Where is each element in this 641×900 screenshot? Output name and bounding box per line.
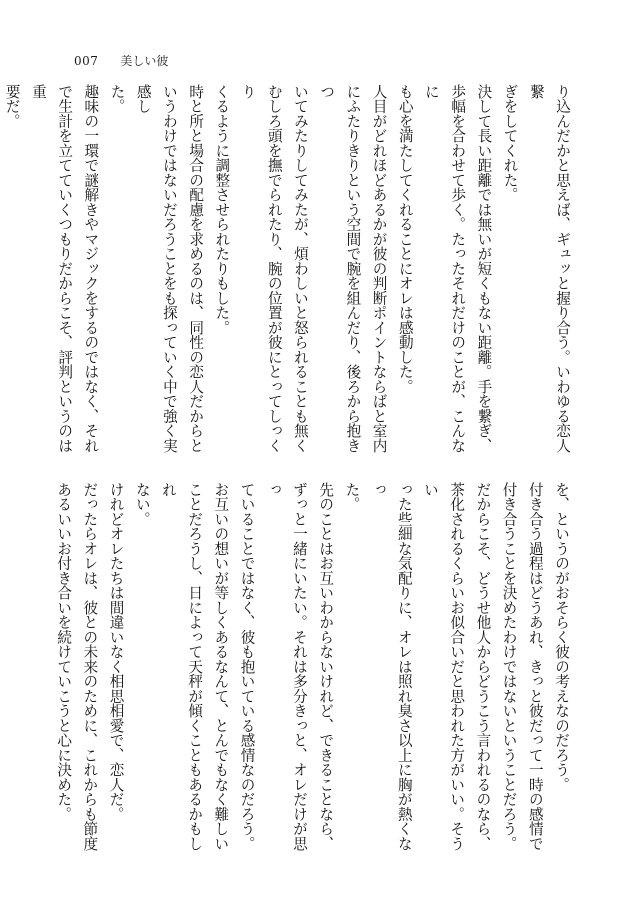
- text-column: だったらオレは、彼との未来のために、これからも節度: [81, 482, 99, 851]
- text-column: 人目がどれほどあるかが彼の判断ポイントならばと室内: [370, 84, 388, 453]
- text-column: 趣味の一環で謎解きやマジックをするのではなく、それ: [82, 84, 100, 453]
- text-column: た。: [343, 482, 361, 512]
- text-column: ことだろうし、日によって天秤が傾くこともあるかもしれ: [159, 482, 204, 851]
- text-column: った些細な気配りに、オレは照れ臭さ以上に胸が熱くなっ: [369, 482, 413, 851]
- text-column: ずっと一緒にいたい。それは多分きっと、オレだけが思っ: [264, 482, 308, 851]
- text-column: だからこそ、どうせ他人からどうこう言われるのなら、: [474, 482, 492, 851]
- text-column: で生計を立てていくつもりだからこそ、評判というのは重: [29, 84, 74, 453]
- running-title: 美しい彼: [120, 54, 169, 68]
- text-column: 付き合う過程はどうあれ、きっと彼だって一時の感情で: [526, 482, 544, 851]
- lower-text-block: [55, 482, 574, 852]
- text-column: 時と所と場合の配慮を求めるのは、同性の恋人だからと: [187, 84, 205, 453]
- text-column: にふたりきりという空間で腕を組んだり、後ろから抱きつ: [318, 84, 362, 453]
- text-column: 要だ。: [3, 84, 21, 129]
- upper-text-block: [3, 84, 575, 466]
- text-column: ていることではなく、彼も抱いている感情なのだろう。: [238, 482, 256, 851]
- text-column: 付き合うことを決めたわけではないということだろう。: [500, 482, 518, 851]
- text-column: 茶化されるくらいお似合いだと思われた方がいい。そうい: [421, 482, 466, 851]
- text-column: いてみたりしてみたが、煩わしいと怒られることも無く: [291, 84, 309, 453]
- text-column: り込んだかと思えば、ギュッと握り合う。いわゆる恋人繋: [527, 84, 571, 453]
- text-column: あるいいお付き合いを続けていこうと心に決めた。: [55, 482, 73, 822]
- text-column: けれどオレたちは間違いなく相思相愛で、恋人だ。: [107, 482, 125, 822]
- text-column: を、というのがおそらく彼の考えなのだろう。: [553, 482, 570, 792]
- text-column: ぎをしてくれた。: [501, 84, 519, 202]
- page-number: 007: [74, 54, 99, 68]
- text-column: いうわけではないだろうことをも探っていく中で強く実感し: [134, 84, 178, 453]
- text-column: むしろ頭を撫でられたり、腕の位置が彼にとってしっくり: [239, 84, 283, 453]
- text-column: ない。: [133, 482, 151, 527]
- text-column: 歩幅を合わせて歩く。たったそれだけのことが、こんなに: [422, 84, 467, 453]
- text-column: くるように調整させられたりもした。: [213, 84, 231, 335]
- text-column: 先のことはお互いわからないけれど、できることなら、: [317, 482, 335, 851]
- text-column: お互いの想いが等しくあるなんて、とんでもなく難しい: [212, 482, 230, 851]
- page-header: [74, 52, 168, 72]
- text-column: も心を満たしてくれることにオレは感動した。: [396, 84, 414, 394]
- text-column: 決して長い距離では無いが短くもない距離。手を繋ぎ、: [475, 84, 493, 453]
- text-column: た。: [108, 84, 126, 114]
